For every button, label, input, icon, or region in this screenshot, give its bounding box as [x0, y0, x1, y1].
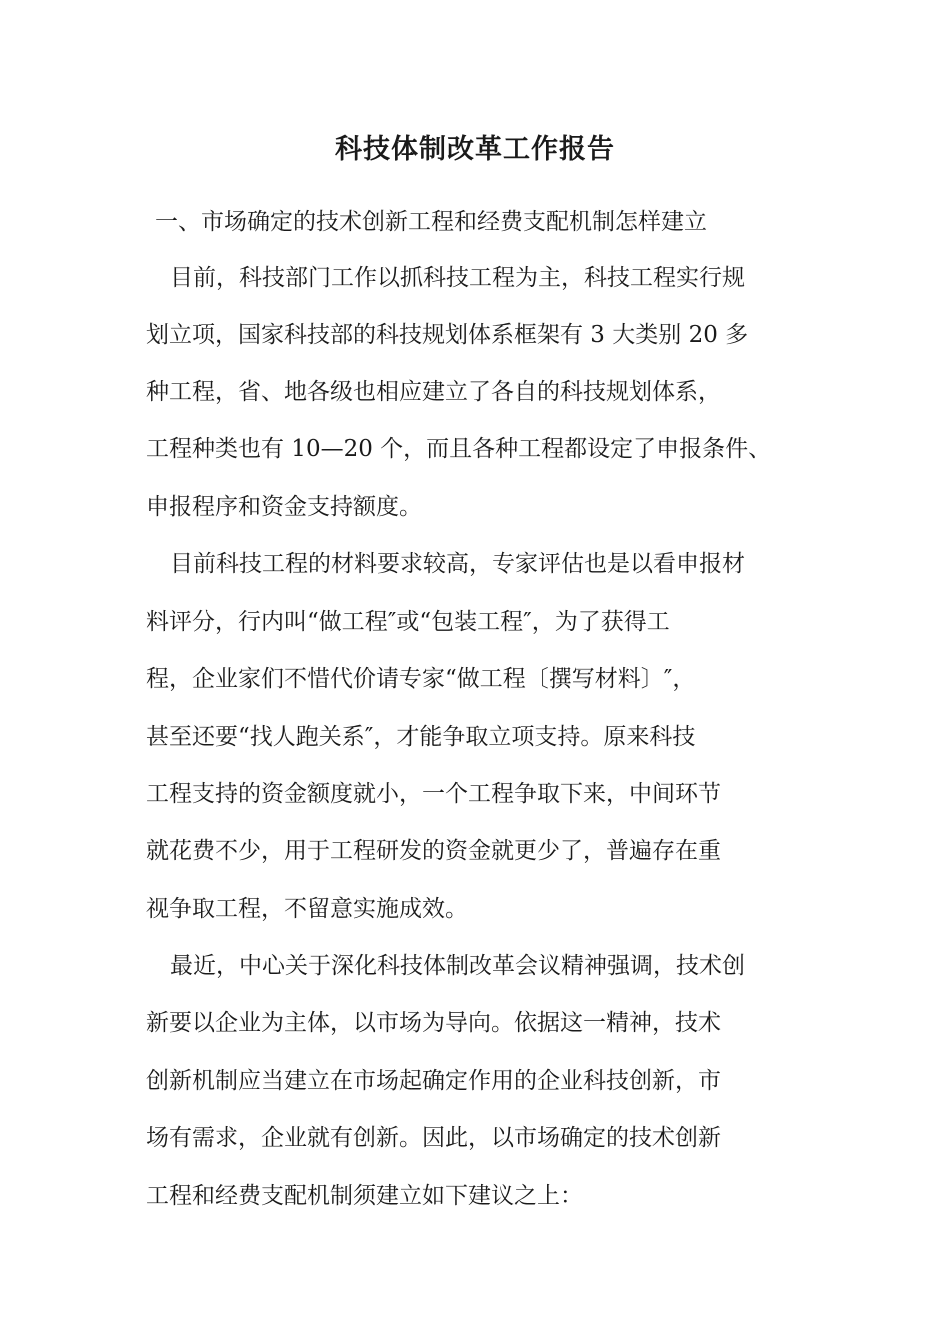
paragraph-line: 目前科技工程的材料要求较高，专家评估也是以看申报材 — [170, 551, 745, 577]
paragraph-line: 最近，中心关于深化科技体制改革会议精神强调，技术创 — [170, 953, 745, 979]
paragraph-line: 目前，科技部门工作以抓科技工程为主，科技工程实行规 — [170, 265, 745, 291]
paragraph-line: 种工程，省、地各级也相应建立了各自的科技规划体系， — [146, 379, 721, 405]
paragraph-line: 视争取工程，不留意实施成效。 — [146, 896, 468, 922]
paragraph-line: 工程种类也有 10—20 个，而且各种工程都设定了申报条件、 — [146, 436, 772, 462]
paragraph-line: 料评分，行内叫“做工程″或“包装工程″，为了获得工 — [146, 609, 670, 635]
paragraph-line: 工程和经费支配机制须建立如下建议之上： — [146, 1183, 583, 1209]
paragraph-line: 新要以企业为主体，以市场为导向。依据这一精神，技术 — [146, 1010, 721, 1036]
paragraph-line: 程，企业家们不惜代价请专家“做工程〔撰写材料〕″， — [146, 666, 696, 692]
paragraph-line: 创新机制应当建立在市场起确定作用的企业科技创新，市 — [146, 1068, 721, 1094]
paragraph-line: 甚至还要“找人跑关系″，才能争取立项支持。原来科技 — [146, 724, 696, 750]
paragraph-line: 就花费不少，用于工程研发的资金就更少了，普遍存在重 — [146, 838, 721, 864]
section-heading: 一、市场确定的技术创新工程和经费支配机制怎样建立 — [155, 209, 707, 235]
paragraph-line: 申报程序和资金支持额度。 — [146, 494, 422, 520]
document-title: 科技体制改革工作报告 — [335, 134, 615, 165]
paragraph-line: 场有需求，企业就有创新。因此，以市场确定的技术创新 — [146, 1125, 721, 1151]
paragraph-line: 工程支持的资金额度就小，一个工程争取下来，中间环节 — [146, 781, 721, 807]
paragraph-line: 划立项，国家科技部的科技规划体系框架有 3 大类别 20 多 — [146, 322, 749, 348]
